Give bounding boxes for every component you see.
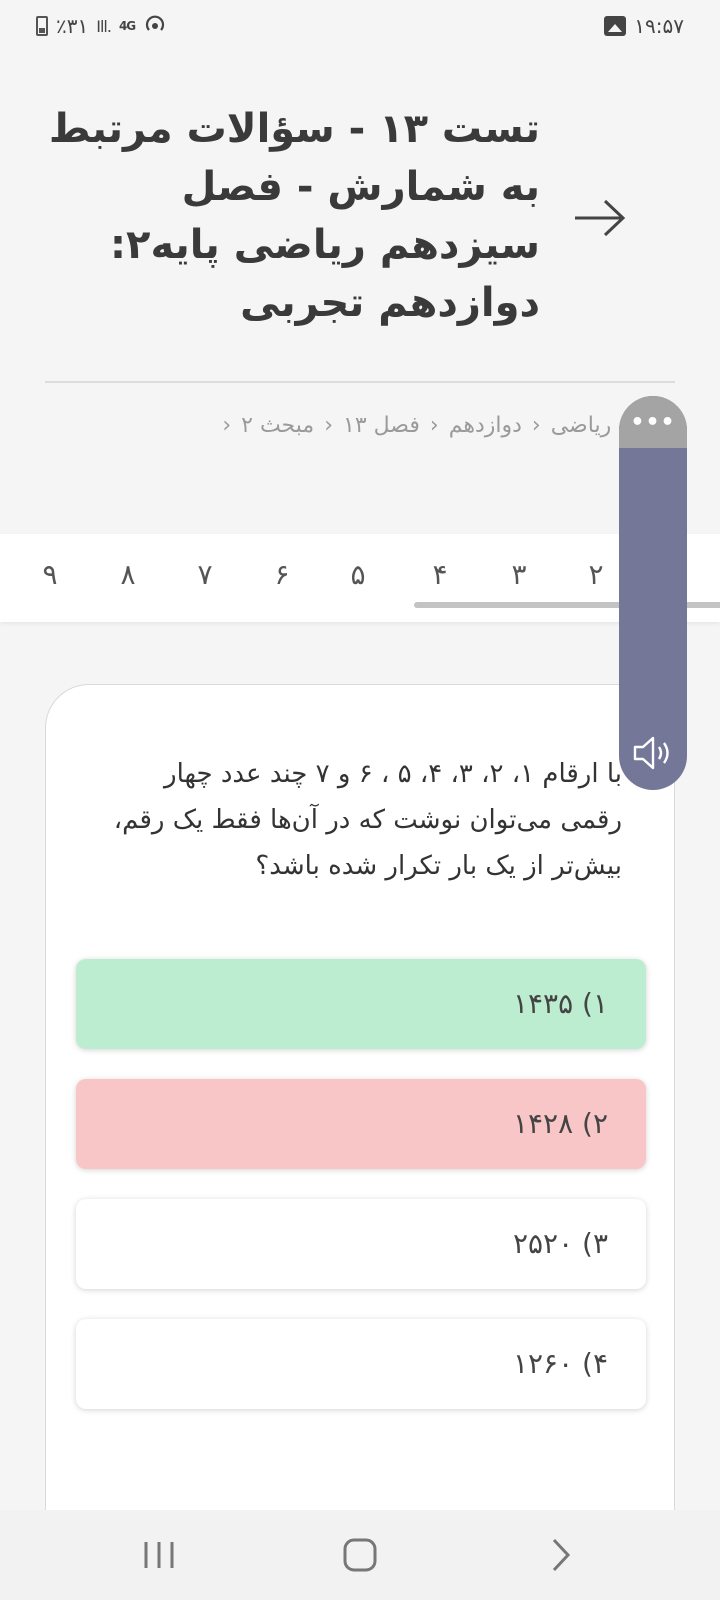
question-text: با ارقام ۱، ۲، ۳، ۴، ۵ ، ۶ و ۷ چند عدد چهار رقمی می‌توان نوشت که در آن‌ها فقط یک رقم، بیش‌تر از یک بار تکرار شده باشد؟	[113, 759, 622, 881]
option-3[interactable]: ۳) ۲۵۲۰	[76, 1199, 646, 1289]
page-header	[45, 100, 675, 345]
battery-level: ٪۳۱	[56, 14, 89, 38]
tab-9[interactable]: ۹	[42, 558, 58, 591]
battery-icon	[36, 16, 48, 36]
status-left	[36, 14, 167, 38]
signal-icon: Ill.	[96, 16, 111, 36]
floating-audio-widget[interactable]	[619, 396, 687, 790]
more-menu-button[interactable]: •••	[619, 396, 687, 448]
breadcrumb	[80, 405, 640, 489]
breadcrumb-item-grade[interactable]: دوازدهم	[448, 413, 522, 438]
chevron-left-icon: ‹	[531, 413, 541, 438]
breadcrumb-item-topic[interactable]: مبحث ۲	[241, 413, 315, 438]
tab-8[interactable]: ۸	[120, 558, 136, 591]
tab-7[interactable]: ۷	[197, 558, 213, 591]
option-1[interactable]: ۱) ۱۴۳۵	[76, 959, 646, 1049]
tab-4[interactable]: ۴	[432, 558, 448, 591]
page-title: تست ۱۳ - سؤالات مرتبط به شمارش - فصل سیزدهم ریاضی پایه۲: دوازدهم تجربی	[48, 106, 540, 326]
chevron-left-icon: ‹	[222, 413, 232, 438]
network-type: 4G	[118, 19, 136, 33]
hotspot-icon	[143, 14, 167, 38]
status-right	[604, 14, 684, 38]
tab-5[interactable]: ۵	[350, 558, 366, 591]
gallery-icon	[604, 16, 626, 36]
status-bar	[0, 0, 720, 52]
arrow-right-icon[interactable]	[573, 198, 627, 238]
option-2[interactable]: ۲) ۱۴۲۸	[76, 1079, 646, 1169]
option-4[interactable]: ۴) ۱۲۶۰	[76, 1319, 646, 1409]
question-tabs	[0, 534, 720, 622]
breadcrumb-item-chapter[interactable]: فصل ۱۳	[343, 413, 420, 438]
question-card	[45, 684, 675, 1514]
header-divider	[45, 381, 675, 383]
chevron-left-icon: ‹	[429, 413, 439, 438]
chevron-left-icon: ‹	[324, 413, 333, 438]
tab-3[interactable]: ۳	[511, 558, 527, 591]
home-icon[interactable]	[337, 1532, 383, 1578]
recents-icon[interactable]	[136, 1532, 182, 1578]
breadcrumb-item-math[interactable]: ریاضی	[550, 413, 612, 438]
tab-2[interactable]: ۲	[588, 558, 604, 591]
tab-6[interactable]: ۶	[274, 558, 290, 591]
speaker-icon[interactable]	[631, 734, 675, 772]
system-nav-bar	[0, 1510, 720, 1600]
chevron-back-icon[interactable]	[538, 1532, 584, 1578]
clock: ۱۹:۵۷	[634, 14, 684, 38]
